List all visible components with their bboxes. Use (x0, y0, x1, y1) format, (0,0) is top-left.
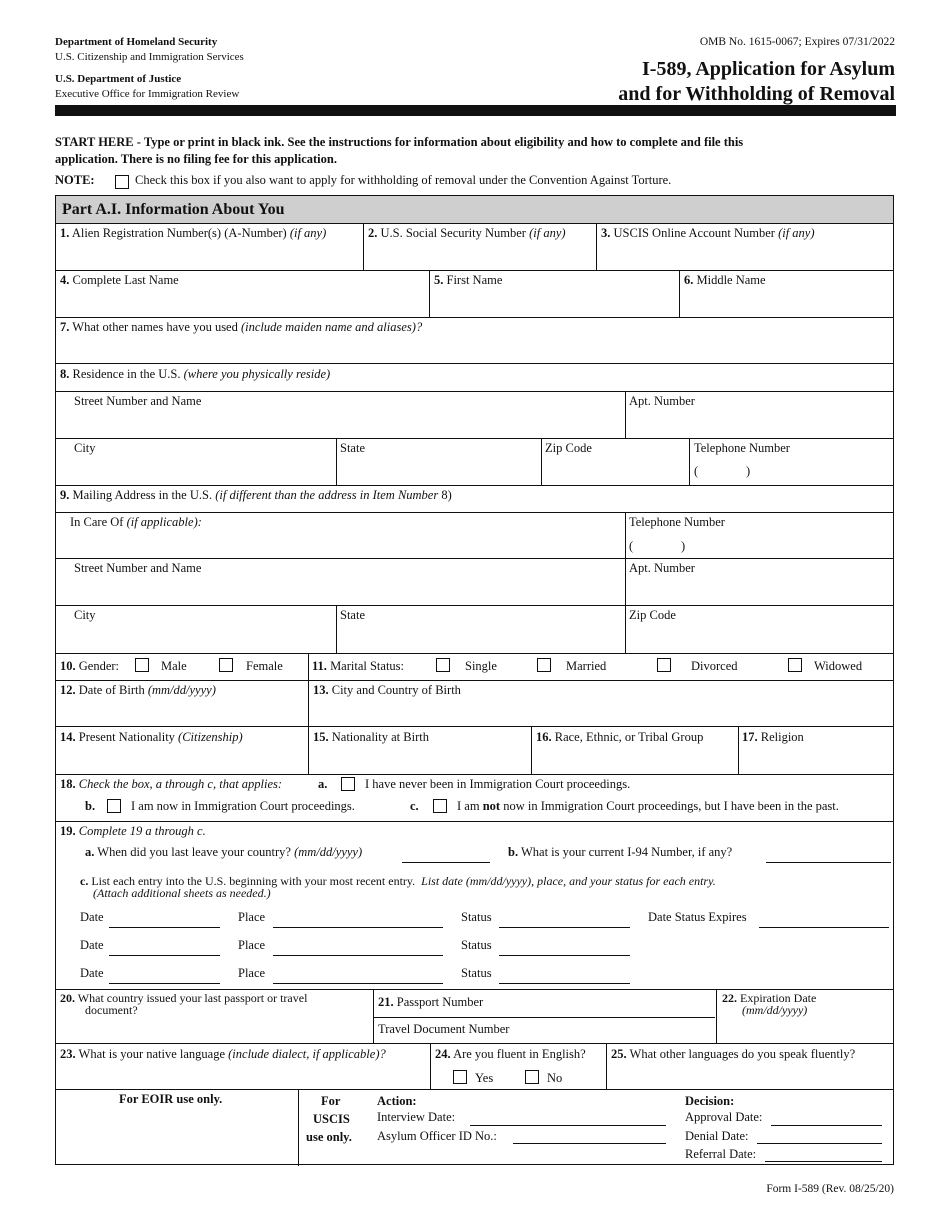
entry-1-expires-line[interactable] (759, 927, 889, 928)
field-2-ssn[interactable]: 2. U.S. Social Security Number (if any) (368, 226, 566, 240)
residence-state[interactable]: State (340, 441, 365, 455)
entry-3-place-line[interactable] (273, 983, 443, 984)
gender-female-checkbox[interactable] (219, 658, 233, 672)
field-18b-letter: b. (85, 799, 96, 813)
mailing-zip[interactable]: Zip Code (629, 608, 676, 622)
marital-single-checkbox[interactable] (436, 658, 450, 672)
entry-3-status-label: Status (461, 966, 492, 980)
part-a1-form (55, 195, 894, 1165)
field-7-other-names[interactable]: 7. What other names have you used (include maiden name and aliases)? (60, 320, 423, 334)
entry-1-place-label: Place (238, 910, 266, 924)
residence-street[interactable]: Street Number and Name (74, 394, 202, 408)
field-23-native-language[interactable]: 23. What is your native language (include dialect, if applicable)? (60, 1047, 386, 1061)
travel-document-number[interactable]: Travel Document Number (378, 1022, 510, 1036)
marital-divorced-label: Divorced (691, 659, 738, 673)
field-21-passport-number[interactable]: 21. Passport Number (378, 995, 484, 1009)
action-label: Action: (377, 1094, 417, 1108)
field-19a-label: a. When did you last leave your country? (mm/dd/yyyy) (85, 845, 363, 859)
field-19c-note: (Attach additional sheets as needed.) (93, 886, 271, 900)
referral-date-label: Referral Date: (685, 1147, 757, 1161)
residence-tel-paren-close: ) (746, 464, 751, 478)
form-footer: Form I-589 (Rev. 08/25/20) (766, 1183, 894, 1195)
field-17-religion[interactable]: 17. Religion (742, 730, 804, 744)
field-19b-line[interactable] (766, 862, 891, 863)
marital-married-label: Married (566, 659, 607, 673)
field-14-nationality[interactable]: 14. Present Nationality (Citizenship) (60, 730, 243, 744)
marital-widowed-label: Widowed (814, 659, 863, 673)
interview-date-label: Interview Date: (377, 1110, 456, 1124)
field-1-a-number[interactable]: 1. Alien Registration Number(s) (A-Number) (if any) (60, 226, 327, 240)
field-10-gender-label: 10. Gender: (60, 659, 120, 673)
cat-checkbox[interactable] (115, 175, 129, 189)
form-title-2: and for Withholding of Removal (618, 83, 895, 105)
referral-date-line[interactable] (765, 1161, 882, 1162)
entry-3-date-label: Date (80, 966, 104, 980)
field-3-uscis-account[interactable]: 3. USCIS Online Account Number (if any) (601, 226, 815, 240)
entry-1-status-line[interactable] (499, 927, 630, 928)
english-yes-label: Yes (475, 1071, 494, 1085)
mailing-care-of[interactable]: In Care Of (if applicable): (70, 515, 202, 529)
entry-2-place-line[interactable] (273, 955, 443, 956)
field-9-mailing-label: 9. Mailing Address in the U.S. (if different than the address in Item Number 8) (60, 488, 452, 502)
field-19-label: 19. Complete 19 a through c. (60, 824, 206, 838)
field-16-race-group[interactable]: 16. Race, Ethnic, or Tribal Group (536, 730, 704, 744)
english-no-label: No (547, 1071, 563, 1085)
start-here-2: application. There is no filing fee for this application. (55, 152, 337, 166)
entry-2-date-label: Date (80, 938, 104, 952)
marital-single-label: Single (465, 659, 497, 673)
decision-label: Decision: (685, 1094, 735, 1108)
form-title-1: I-589, Application for Asylum (642, 58, 895, 80)
uscis-label: U.S. Citizenship and Immigration Services (55, 51, 244, 63)
entry-3-date-line[interactable] (109, 983, 220, 984)
field-8-residence-label: 8. Residence in the U.S. (where you physically reside) (60, 367, 331, 381)
field-4-last-name[interactable]: 4. Complete Last Name (60, 273, 179, 287)
court-never-label: I have never been in Immigration Court proceedings. (365, 777, 631, 791)
officer-id-label: Asylum Officer ID No.: (377, 1129, 497, 1143)
part-title: Part A.I. Information About You (62, 201, 285, 218)
field-15-nationality-birth[interactable]: 15. Nationality at Birth (313, 730, 429, 744)
field-13-birthplace[interactable]: 13. City and Country of Birth (313, 683, 461, 697)
court-now-checkbox[interactable] (107, 799, 121, 813)
field-20-passport-country[interactable]: 20. What country issued your last passport or travel (60, 991, 308, 1005)
mailing-state[interactable]: State (340, 608, 365, 622)
mailing-tel-paren-open: ( (629, 539, 634, 553)
residence-apt[interactable]: Apt. Number (629, 394, 695, 408)
residence-tel-paren-open: ( (694, 464, 699, 478)
entry-3-place-label: Place (238, 966, 266, 980)
field-20-line2: document? (85, 1003, 138, 1017)
field-25-other-languages[interactable]: 25. What other languages do you speak fluently? (611, 1047, 856, 1061)
mailing-telephone[interactable]: Telephone Number (629, 515, 725, 529)
entry-1-place-line[interactable] (273, 927, 443, 928)
marital-married-checkbox[interactable] (537, 658, 551, 672)
field-12-dob[interactable]: 12. Date of Birth (mm/dd/yyyy) (60, 683, 216, 697)
field-22-expiration[interactable]: 22. Expiration Date (722, 991, 817, 1005)
residence-zip[interactable]: Zip Code (545, 441, 592, 455)
mailing-street[interactable]: Street Number and Name (74, 561, 202, 575)
court-now-label: I am now in Immigration Court proceedings. (131, 799, 355, 813)
entry-3-status-line[interactable] (499, 983, 630, 984)
officer-id-line[interactable] (513, 1143, 666, 1144)
entry-1-date-line[interactable] (109, 927, 220, 928)
court-past-checkbox[interactable] (433, 799, 447, 813)
field-11-marital-label: 11. Marital Status: (312, 659, 405, 673)
gender-female-label: Female (246, 659, 283, 673)
mailing-apt[interactable]: Apt. Number (629, 561, 695, 575)
entry-2-status-label: Status (461, 938, 492, 952)
field-24-english: 24. Are you fluent in English? (435, 1047, 586, 1061)
entry-1-status-label: Status (461, 910, 492, 924)
eoir-label: Executive Office for Immigration Review (55, 88, 240, 100)
denial-date-line[interactable] (757, 1143, 882, 1144)
header-rule (55, 105, 896, 116)
field-18-label: 18. Check the box, a through c, that applies: (60, 777, 283, 791)
marital-divorced-checkbox[interactable] (657, 658, 671, 672)
field-18c-letter: c. (410, 799, 419, 813)
field-5-first-name[interactable]: 5. First Name (434, 273, 503, 287)
uscis-use-1: For (321, 1094, 341, 1108)
field-19c-label: c. List each entry into the U.S. beginning with your most recent entry. List date (mm/dd/yyyy), place, and your status for each entry. (80, 874, 716, 888)
field-19b-label: b. What is your current I-94 Number, if any? (508, 845, 733, 859)
gender-male-checkbox[interactable] (135, 658, 149, 672)
field-6-middle-name[interactable]: 6. Middle Name (684, 273, 766, 287)
eoir-use-only: For EOIR use only. (119, 1092, 223, 1106)
note-label: NOTE: (55, 173, 95, 187)
approval-date-line[interactable] (771, 1125, 882, 1126)
part-header (56, 196, 893, 224)
entry-2-date-line[interactable] (109, 955, 220, 956)
court-past-label: I am not now in Immigration Court proceedings, but I have been in the past. (457, 799, 839, 813)
english-no-checkbox[interactable] (525, 1070, 539, 1084)
date-status-expires-label: Date Status Expires (648, 910, 747, 924)
uscis-use-2: USCIS (313, 1112, 350, 1126)
entry-2-status-line[interactable] (499, 955, 630, 956)
start-here-1: START HERE - Type or print in black ink. See the instructions for information about eligibility and how to complete and file this (55, 135, 744, 149)
entry-1-date-label: Date (80, 910, 104, 924)
field-19a-line[interactable] (402, 862, 490, 863)
approval-date-label: Approval Date: (685, 1110, 763, 1124)
interview-date-line[interactable] (470, 1125, 666, 1126)
marital-widowed-checkbox[interactable] (788, 658, 802, 672)
residence-telephone[interactable]: Telephone Number (694, 441, 790, 455)
mailing-tel-paren-close: ) (681, 539, 686, 553)
gender-male-label: Male (161, 659, 187, 673)
uscis-use-3: use only. (306, 1130, 352, 1144)
denial-date-label: Denial Date: (685, 1129, 749, 1143)
dhs-label: Department of Homeland Security (55, 36, 218, 48)
omb-number: OMB No. 1615-0067; Expires 07/31/2022 (699, 36, 895, 48)
field-18a-letter: a. (318, 777, 328, 791)
note-text: Check this box if you also want to apply for withholding of removal under the Convention Against Torture. (135, 173, 672, 187)
field-22-format: (mm/dd/yyyy) (742, 1003, 808, 1017)
court-never-checkbox[interactable] (341, 777, 355, 791)
english-yes-checkbox[interactable] (453, 1070, 467, 1084)
doj-label: U.S. Department of Justice (55, 73, 182, 85)
residence-city[interactable]: City (74, 441, 96, 455)
entry-2-place-label: Place (238, 938, 266, 952)
mailing-city[interactable]: City (74, 608, 96, 622)
